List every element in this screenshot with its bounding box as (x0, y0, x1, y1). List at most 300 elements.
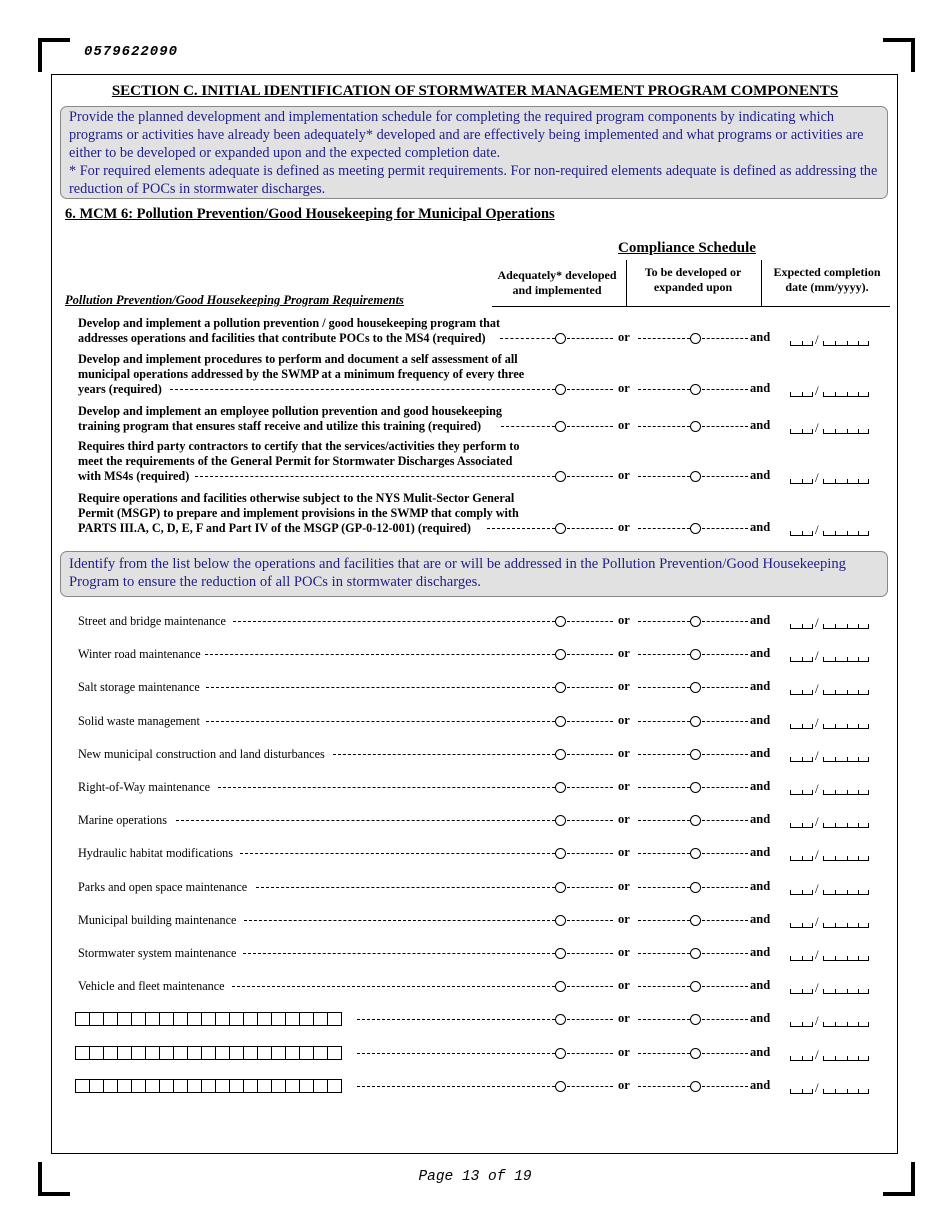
leader-line (218, 787, 555, 788)
leader-line (638, 1086, 690, 1087)
char-box[interactable] (243, 1012, 258, 1026)
adequate-radio[interactable] (555, 471, 566, 482)
date-separator: / (815, 714, 819, 730)
adequate-radio[interactable] (555, 616, 566, 627)
leader-line (702, 953, 748, 954)
leader-line (567, 389, 613, 390)
to-be-developed-radio[interactable] (690, 1048, 701, 1059)
leader-line (702, 654, 748, 655)
month-input[interactable] (790, 856, 813, 861)
or-label: or (618, 712, 630, 727)
leader-line (638, 426, 690, 427)
or-label: or (618, 745, 630, 760)
completion-date-field[interactable] (790, 1080, 870, 1094)
leader-line (702, 721, 748, 722)
leader-line (702, 920, 748, 921)
section-title: SECTION C. INITIAL IDENTIFICATION OF STORMWATER MANAGEMENT PROGRAM COMPONENTS (111, 83, 839, 99)
year-input[interactable] (823, 341, 869, 346)
leader-line (702, 1086, 748, 1087)
char-box[interactable] (299, 1079, 314, 1093)
char-box[interactable] (159, 1046, 174, 1060)
char-box[interactable] (201, 1012, 216, 1026)
and-label: and (750, 978, 771, 993)
corner-mark-top-right (883, 38, 915, 72)
char-box[interactable] (117, 1012, 132, 1026)
char-box[interactable] (299, 1046, 314, 1060)
date-separator: / (815, 980, 819, 996)
or-label: or (618, 520, 630, 534)
and-label: and (750, 812, 771, 827)
completion-date-field[interactable] (790, 332, 870, 346)
month-input[interactable] (790, 657, 813, 662)
char-box[interactable] (145, 1079, 160, 1093)
char-box[interactable] (271, 1046, 286, 1060)
to-be-developed-radio[interactable] (690, 716, 701, 727)
month-input[interactable] (790, 690, 813, 695)
month-input[interactable] (790, 724, 813, 729)
leader-line (567, 1053, 613, 1054)
or-label: or (618, 845, 630, 860)
and-label: and (750, 779, 771, 793)
leader-line (500, 338, 555, 339)
or-label: or (618, 646, 630, 661)
leader-line (567, 820, 613, 821)
year-input[interactable] (823, 790, 869, 795)
leader-line (567, 621, 613, 622)
char-box[interactable] (271, 1012, 286, 1026)
instructions-text: Provide the planned development and implementation schedule for completing the required program components by indicating which programs or activities have already been adequately* developed and are effectively being implemented and what programs or activities are either to be developed or expanded upon and the expected completion date. (69, 109, 864, 161)
leader-line (244, 920, 555, 921)
and-label: and (750, 845, 771, 860)
leader-line (567, 953, 613, 954)
year-input[interactable] (823, 757, 869, 762)
char-box[interactable] (327, 1046, 342, 1060)
page-number: Page 13 of 19 (418, 1169, 532, 1185)
adequate-radio[interactable] (555, 523, 566, 534)
to-be-developed-radio[interactable] (690, 333, 701, 344)
leader-line (243, 953, 555, 954)
leader-line (702, 687, 748, 688)
operation-label: Right-of-Way maintenance (78, 780, 211, 794)
leader-line (638, 687, 690, 688)
completion-date-field[interactable] (790, 470, 870, 484)
and-label: and (750, 381, 771, 395)
to-be-developed-radio[interactable] (690, 471, 701, 482)
or-label: or (618, 878, 630, 893)
leader-line (357, 1019, 555, 1020)
document-id: 0579622090 (84, 44, 179, 60)
or-label: or (618, 381, 630, 395)
column-divider (761, 260, 762, 306)
char-box[interactable] (243, 1046, 258, 1060)
date-separator: / (815, 847, 819, 863)
date-separator: / (815, 648, 819, 664)
char-box[interactable] (215, 1046, 230, 1060)
to-be-developed-radio[interactable] (690, 616, 701, 627)
requirement-line: meet the requirements of the General Permit for Stormwater Discharges Associated (78, 454, 513, 468)
leader-line (357, 1053, 555, 1054)
year-input[interactable] (823, 923, 869, 928)
or-label: or (618, 418, 630, 432)
year-input[interactable] (823, 531, 869, 536)
leader-line (567, 986, 613, 987)
date-separator: / (815, 913, 819, 929)
char-box[interactable] (229, 1012, 244, 1026)
leader-line (702, 1053, 748, 1054)
compliance-schedule-heading: Compliance Schedule (618, 240, 756, 256)
completion-date-field[interactable] (790, 522, 870, 536)
char-box[interactable] (173, 1079, 188, 1093)
or-label: or (618, 468, 630, 482)
char-box[interactable] (285, 1012, 300, 1026)
month-input[interactable] (790, 823, 813, 828)
to-be-developed-radio[interactable] (690, 882, 701, 893)
leader-line (206, 687, 555, 688)
and-label: and (750, 330, 771, 344)
requirements-heading: Pollution Prevention/Good Housekeeping Program Requirements (65, 293, 404, 307)
requirement-text (78, 404, 558, 434)
char-box[interactable] (215, 1079, 230, 1093)
month-input[interactable] (790, 479, 813, 484)
date-separator: / (815, 1013, 819, 1029)
year-input[interactable] (823, 956, 869, 961)
month-input[interactable] (790, 341, 813, 346)
and-label: and (750, 1044, 771, 1059)
leader-line (702, 621, 748, 622)
date-separator: / (815, 1079, 819, 1095)
year-input[interactable] (823, 890, 869, 895)
and-label: and (750, 712, 771, 727)
leader-line (567, 754, 613, 755)
char-box[interactable] (271, 1079, 286, 1093)
char-box[interactable] (103, 1012, 118, 1026)
char-box[interactable] (257, 1046, 272, 1060)
year-input[interactable] (823, 479, 869, 484)
operation-label: Parks and open space maintenance (78, 879, 248, 894)
leader-line (567, 654, 613, 655)
leader-line (567, 887, 613, 888)
identify-text: Identify from the list below the operations and facilities that are or will be addressed in the Pollution Prevention/Good Housekeeping Program to ensure the reduction of all POCs in stormwater discharges. (69, 556, 846, 590)
char-box[interactable] (159, 1012, 174, 1026)
month-input[interactable] (790, 429, 813, 434)
month-input[interactable] (790, 923, 813, 928)
requirement-line: addresses operations and facilities that contribute POCs to the MS4 (required) (78, 331, 486, 345)
leader-line (357, 1086, 555, 1087)
date-separator: / (815, 383, 819, 398)
year-input[interactable] (823, 823, 869, 828)
leader-line (176, 820, 555, 821)
leader-line (567, 1019, 613, 1020)
month-input[interactable] (790, 790, 813, 795)
char-box[interactable] (75, 1012, 90, 1026)
char-box[interactable] (131, 1046, 146, 1060)
completion-date-field[interactable] (790, 681, 870, 695)
leader-line (638, 787, 690, 788)
completion-date-field[interactable] (790, 748, 870, 762)
to-be-developed-radio[interactable] (690, 749, 701, 760)
other-operation-input[interactable] (75, 1012, 356, 1026)
operation-label: Winter road maintenance (78, 647, 201, 662)
leader-line (638, 1053, 690, 1054)
operation-label: Vehicle and fleet maintenance (78, 979, 225, 994)
operation-label: Stormwater system maintenance (78, 946, 237, 960)
char-box[interactable] (131, 1079, 146, 1093)
char-box[interactable] (187, 1012, 202, 1026)
leader-line (501, 426, 555, 427)
and-label: and (750, 613, 771, 627)
requirement-line: PARTS III.A, C, D, E, F and Part IV of the MSGP (GP-0-12-001) (required) (78, 521, 471, 535)
char-box[interactable] (117, 1079, 132, 1093)
to-be-developed-radio[interactable] (690, 523, 701, 534)
completion-date-field[interactable] (790, 615, 870, 629)
char-box[interactable] (75, 1079, 90, 1093)
leader-line (638, 476, 690, 477)
year-input[interactable] (823, 856, 869, 861)
leader-line (638, 754, 690, 755)
mcm-heading: 6. MCM 6: Pollution Prevention/Good Housekeeping for Municipal Operations (65, 206, 555, 222)
date-separator: / (815, 781, 819, 796)
month-input[interactable] (790, 989, 813, 994)
to-be-developed-radio[interactable] (690, 384, 701, 395)
and-label: and (750, 520, 771, 534)
leader-line (702, 476, 748, 477)
completion-date-field[interactable] (790, 715, 870, 729)
completion-date-field[interactable] (790, 1013, 870, 1027)
year-input[interactable] (823, 657, 869, 662)
leader-line (638, 986, 690, 987)
char-box[interactable] (145, 1012, 160, 1026)
completion-date-field[interactable] (790, 980, 870, 994)
char-box[interactable] (159, 1079, 174, 1093)
date-separator: / (815, 681, 819, 697)
month-input[interactable] (790, 624, 813, 629)
or-label: or (618, 978, 630, 993)
char-box[interactable] (257, 1012, 272, 1026)
and-label: and (750, 679, 771, 694)
adequate-radio[interactable] (555, 915, 566, 926)
adequate-radio[interactable] (555, 948, 566, 959)
to-be-developed-radio[interactable] (690, 948, 701, 959)
leader-line (170, 389, 555, 390)
char-box[interactable] (215, 1012, 230, 1026)
and-label: and (750, 468, 771, 482)
adequate-radio[interactable] (555, 421, 566, 432)
year-input[interactable] (823, 624, 869, 629)
or-label: or (618, 1044, 630, 1059)
or-label: or (618, 945, 630, 959)
month-input[interactable] (790, 1056, 813, 1061)
char-box[interactable] (327, 1079, 342, 1093)
requirement-text (78, 491, 558, 536)
year-input[interactable] (823, 690, 869, 695)
year-input[interactable] (823, 989, 869, 994)
char-box[interactable] (313, 1079, 328, 1093)
char-box[interactable] (131, 1012, 146, 1026)
leader-line (205, 654, 555, 655)
adequate-radio[interactable] (555, 384, 566, 395)
leader-line (256, 887, 555, 888)
and-label: and (750, 745, 771, 760)
month-input[interactable] (790, 1089, 813, 1094)
leader-line (567, 721, 613, 722)
adequate-radio[interactable] (555, 882, 566, 893)
leader-line (233, 621, 555, 622)
instructions-note: * For required elements adequate is defined as meeting permit requirements. For non-required elements adequate is defined as addressing the reduction of POCs in stormwater discharges. (69, 163, 878, 197)
header-rule (492, 306, 890, 307)
or-label: or (618, 911, 630, 926)
other-operation-input[interactable] (75, 1046, 356, 1060)
month-input[interactable] (790, 890, 813, 895)
adequate-radio[interactable] (555, 716, 566, 727)
requirement-line: years (required) (78, 382, 162, 396)
requirement-line: Develop and implement procedures to perform and document a self assessment of all (78, 352, 518, 366)
adequate-radio[interactable] (555, 749, 566, 760)
leader-line (567, 426, 613, 427)
char-box[interactable] (229, 1079, 244, 1093)
leader-line (638, 1019, 690, 1020)
identify-box (60, 551, 888, 597)
date-separator: / (815, 1046, 819, 1062)
month-input[interactable] (790, 956, 813, 961)
date-separator: / (815, 814, 819, 830)
completion-date-field[interactable] (790, 881, 870, 895)
and-label: and (750, 1011, 771, 1026)
char-box[interactable] (327, 1012, 342, 1026)
and-label: and (750, 418, 771, 432)
year-input[interactable] (823, 1022, 869, 1027)
completion-date-field[interactable] (790, 847, 870, 861)
completion-date-field[interactable] (790, 914, 870, 928)
leader-line (638, 853, 690, 854)
leader-line (567, 1086, 613, 1087)
leader-line (638, 654, 690, 655)
requirement-line: Require operations and facilities otherwise subject to the NYS Mulit-Sector General (78, 491, 515, 505)
operation-label: Street and bridge maintenance (78, 614, 226, 628)
char-box[interactable] (103, 1046, 118, 1060)
month-input[interactable] (790, 757, 813, 762)
or-label: or (618, 812, 630, 827)
leader-line (638, 528, 690, 529)
char-box[interactable] (243, 1079, 258, 1093)
char-box[interactable] (313, 1012, 328, 1026)
char-box[interactable] (103, 1079, 118, 1093)
char-box[interactable] (201, 1046, 216, 1060)
column-header-completion-date: Expected completion date (mm/yyyy). (773, 265, 881, 294)
leader-line (702, 426, 748, 427)
char-box[interactable] (313, 1046, 328, 1060)
leader-line (206, 721, 555, 722)
char-box[interactable] (299, 1012, 314, 1026)
date-separator: / (815, 470, 819, 485)
char-box[interactable] (285, 1079, 300, 1093)
year-input[interactable] (823, 392, 869, 397)
completion-date-field[interactable] (790, 420, 870, 434)
char-box[interactable] (173, 1012, 188, 1026)
leader-line (567, 528, 613, 529)
and-label: and (750, 878, 771, 893)
char-box[interactable] (187, 1079, 202, 1093)
leader-line (240, 853, 555, 854)
char-box[interactable] (75, 1046, 90, 1060)
leader-line (567, 687, 613, 688)
adequate-radio[interactable] (555, 1048, 566, 1059)
leader-line (638, 621, 690, 622)
adequate-radio[interactable] (555, 333, 566, 344)
leader-line (702, 986, 748, 987)
requirement-line: Develop and implement a pollution prevention / good housekeeping program that (78, 316, 501, 330)
and-label: and (750, 646, 771, 661)
other-operation-input[interactable] (75, 1079, 356, 1093)
char-box[interactable] (89, 1046, 104, 1060)
year-input[interactable] (823, 724, 869, 729)
leader-line (638, 389, 690, 390)
leader-line (638, 953, 690, 954)
leader-line (638, 338, 690, 339)
leader-line (567, 338, 613, 339)
leader-line (702, 1019, 748, 1020)
month-input[interactable] (790, 392, 813, 397)
to-be-developed-radio[interactable] (690, 1081, 701, 1092)
adequate-radio[interactable] (555, 1081, 566, 1092)
char-box[interactable] (89, 1012, 104, 1026)
requirement-line: Requires third party contractors to certify that the services/activities they perform to (78, 439, 520, 453)
leader-line (567, 853, 613, 854)
completion-date-field[interactable] (790, 947, 870, 961)
leader-line (487, 528, 555, 529)
completion-date-field[interactable] (790, 383, 870, 397)
requirement-line: Permit (MSGP) to prepare and implement provisions in the SWMP that comply with (78, 506, 519, 520)
corner-mark-top-left (38, 38, 70, 72)
completion-date-field[interactable] (790, 648, 870, 662)
date-separator: / (815, 332, 819, 347)
month-input[interactable] (790, 531, 813, 536)
char-box[interactable] (285, 1046, 300, 1060)
to-be-developed-radio[interactable] (690, 915, 701, 926)
completion-date-field[interactable] (790, 814, 870, 828)
char-box[interactable] (89, 1079, 104, 1093)
char-box[interactable] (257, 1079, 272, 1093)
leader-line (195, 476, 555, 477)
char-box[interactable] (187, 1046, 202, 1060)
char-box[interactable] (145, 1046, 160, 1060)
date-separator: / (815, 420, 819, 435)
column-divider (626, 260, 627, 306)
completion-date-field[interactable] (790, 781, 870, 795)
year-input[interactable] (823, 1056, 869, 1061)
completion-date-field[interactable] (790, 1047, 870, 1061)
date-separator: / (815, 747, 819, 763)
to-be-developed-radio[interactable] (690, 782, 701, 793)
or-label: or (618, 1077, 630, 1092)
year-input[interactable] (823, 429, 869, 434)
leader-line (567, 920, 613, 921)
operation-label: Salt storage maintenance (78, 680, 200, 695)
operation-label: Marine operations (78, 813, 168, 828)
leader-line (638, 721, 690, 722)
char-box[interactable] (117, 1046, 132, 1060)
char-box[interactable] (229, 1046, 244, 1060)
to-be-developed-radio[interactable] (690, 421, 701, 432)
operation-label: Solid waste management (78, 713, 200, 728)
and-label: and (750, 911, 771, 926)
char-box[interactable] (173, 1046, 188, 1060)
requirement-text (78, 439, 558, 484)
char-box[interactable] (201, 1079, 216, 1093)
adequate-radio[interactable] (555, 782, 566, 793)
month-input[interactable] (790, 1022, 813, 1027)
leader-line (638, 820, 690, 821)
year-input[interactable] (823, 1089, 869, 1094)
